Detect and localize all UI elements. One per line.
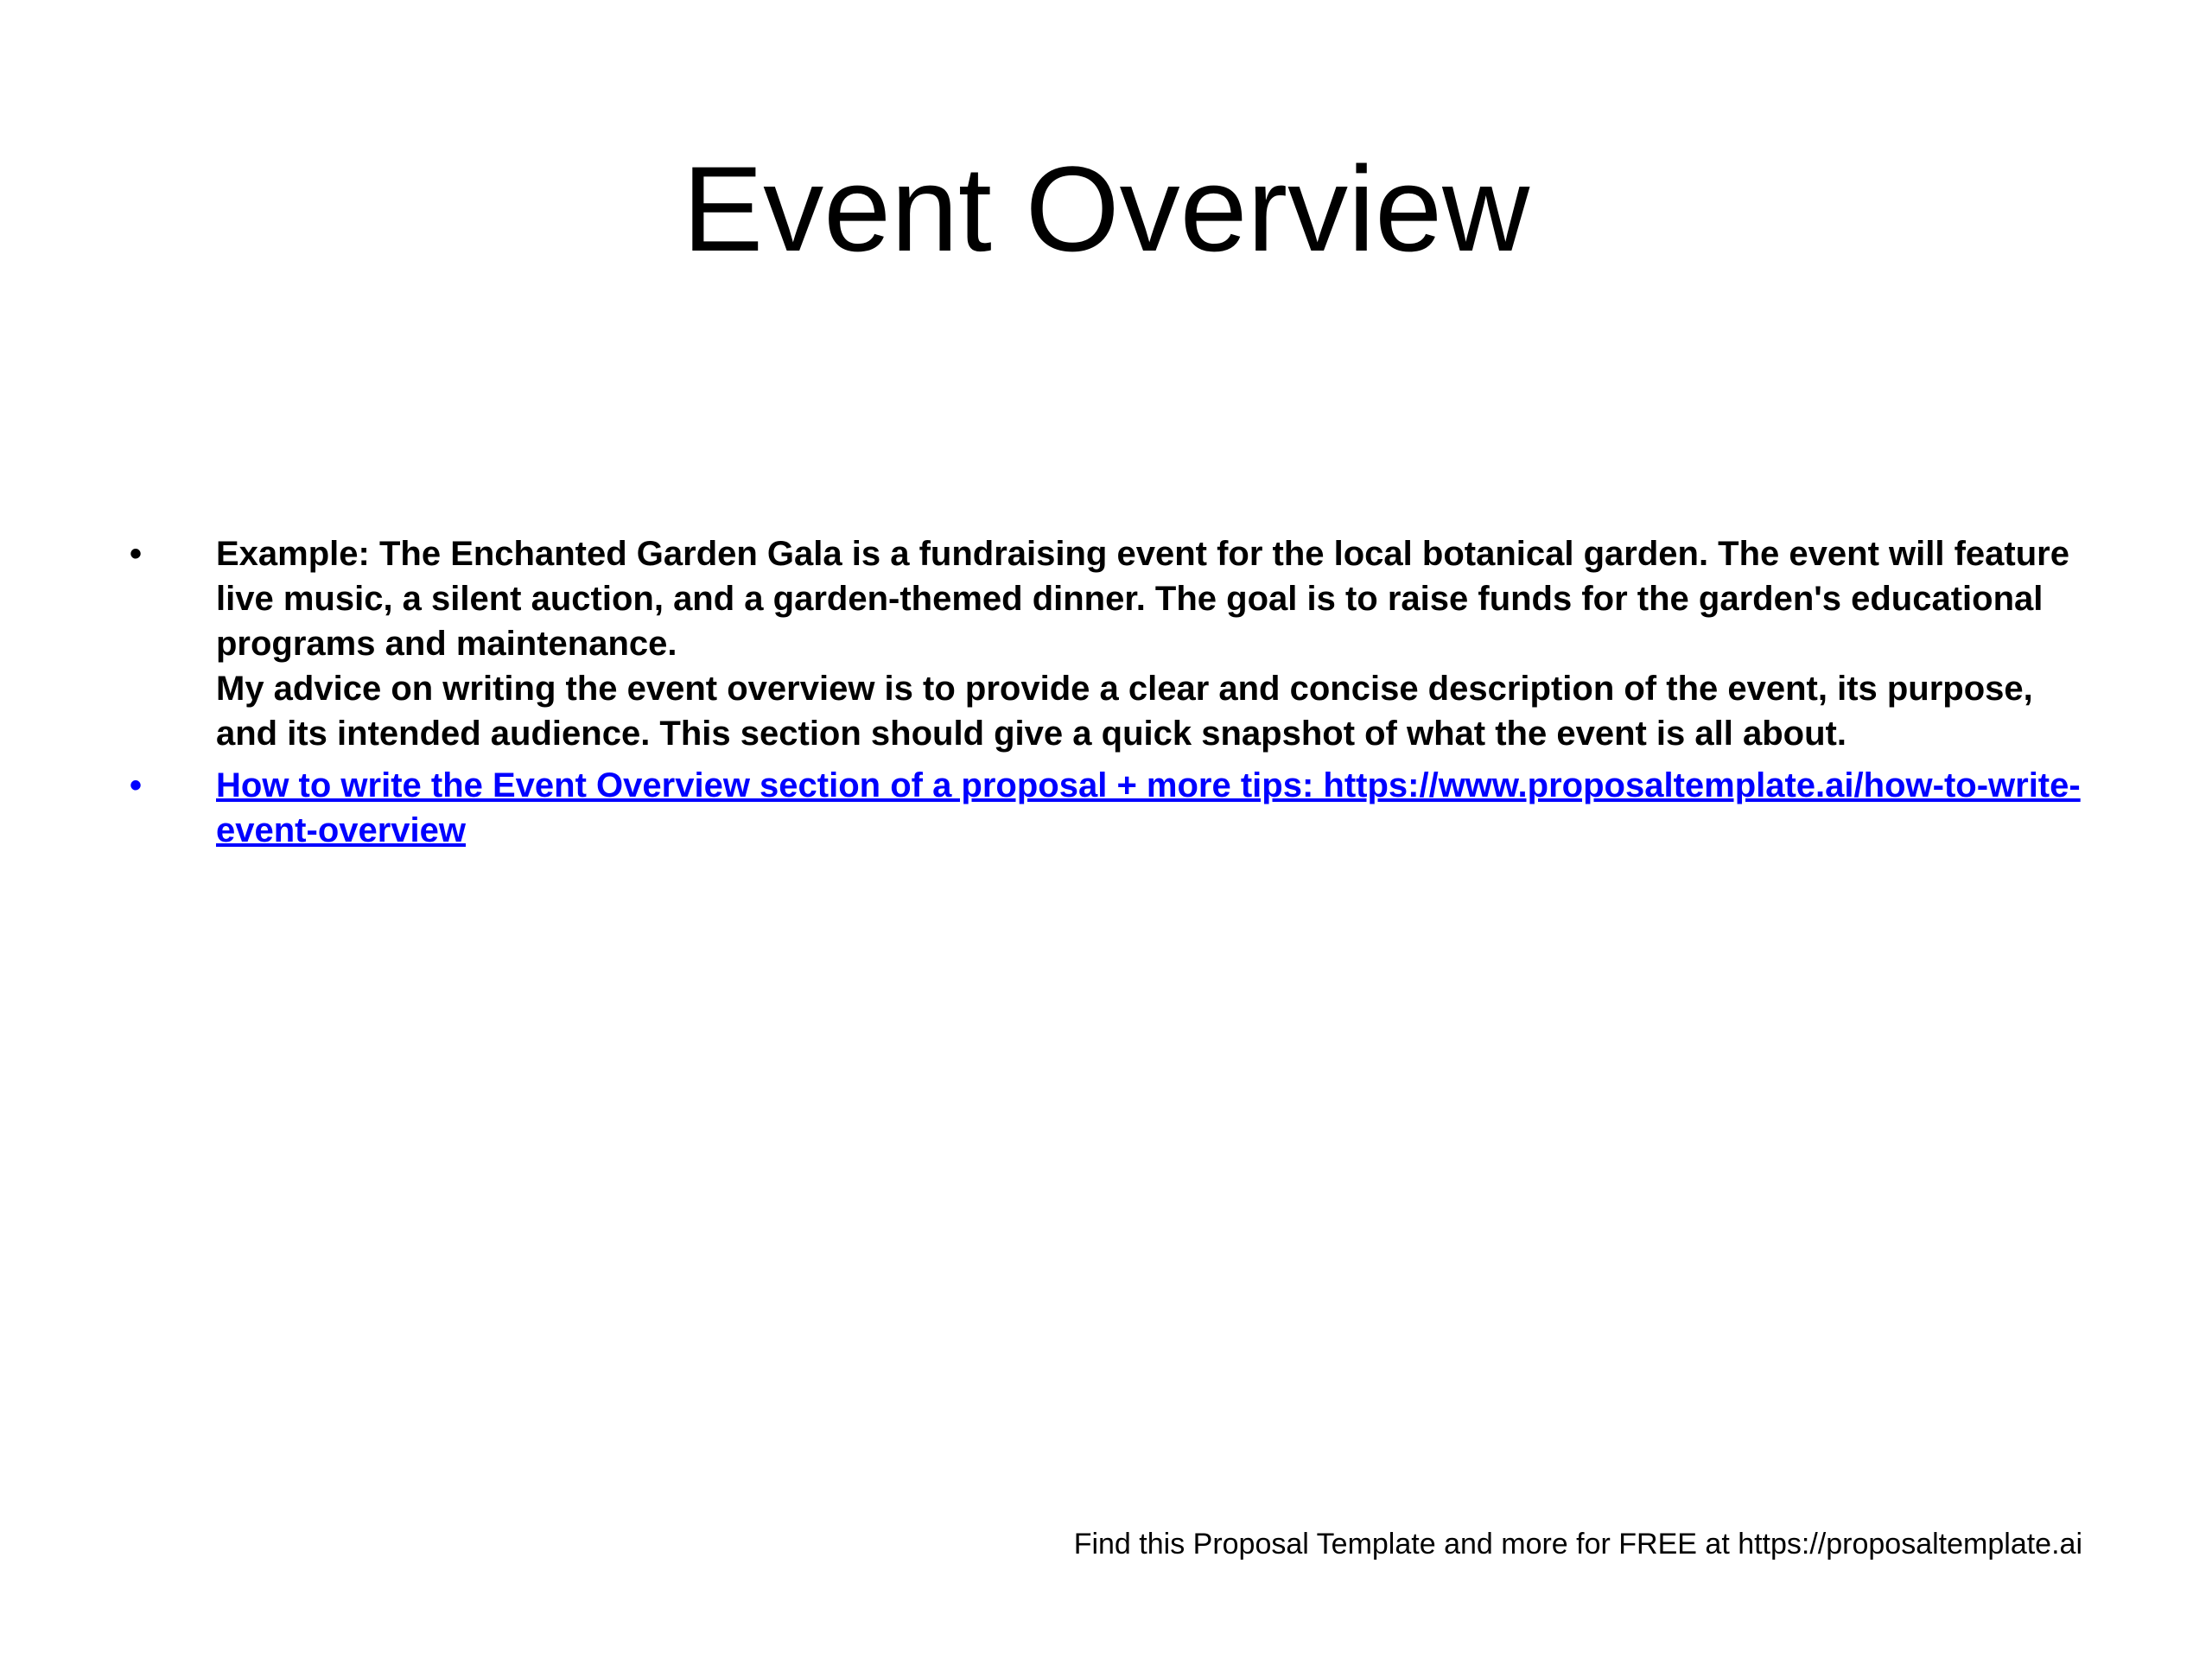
bullet-marker: • [130, 766, 143, 804]
slide-title: Event Overview [682, 141, 1530, 276]
advice-paragraph: My advice on writing the event overview is to provide a clear and concise description of the event, its purpose, and its intended audience. This section should give a quick snapshot of what the event is all about. [216, 670, 2033, 753]
bullet-list [130, 531, 2100, 860]
tips-link[interactable]: How to write the Event Overview section of a proposal + more tips: https://www.proposaltemplate.ai/how-to-write-event-overview [216, 766, 2081, 849]
footer-text: Find this Proposal Template and more for FREE at https://proposaltemplate.ai [1073, 1528, 2082, 1560]
bullet-item-link [130, 763, 2100, 853]
example-paragraph: Example: The Enchanted Garden Gala is a fundraising event for the local botanical garden. The event will feature live music, a silent auction, and a garden-themed dinner. The goal is to raise funds for the garden's educational programs and maintenance. [216, 535, 2069, 663]
bullet-marker: • [130, 535, 143, 573]
bullet-item-example [130, 531, 2100, 756]
bullet-text [216, 531, 2100, 756]
bullet-text [216, 763, 2100, 853]
